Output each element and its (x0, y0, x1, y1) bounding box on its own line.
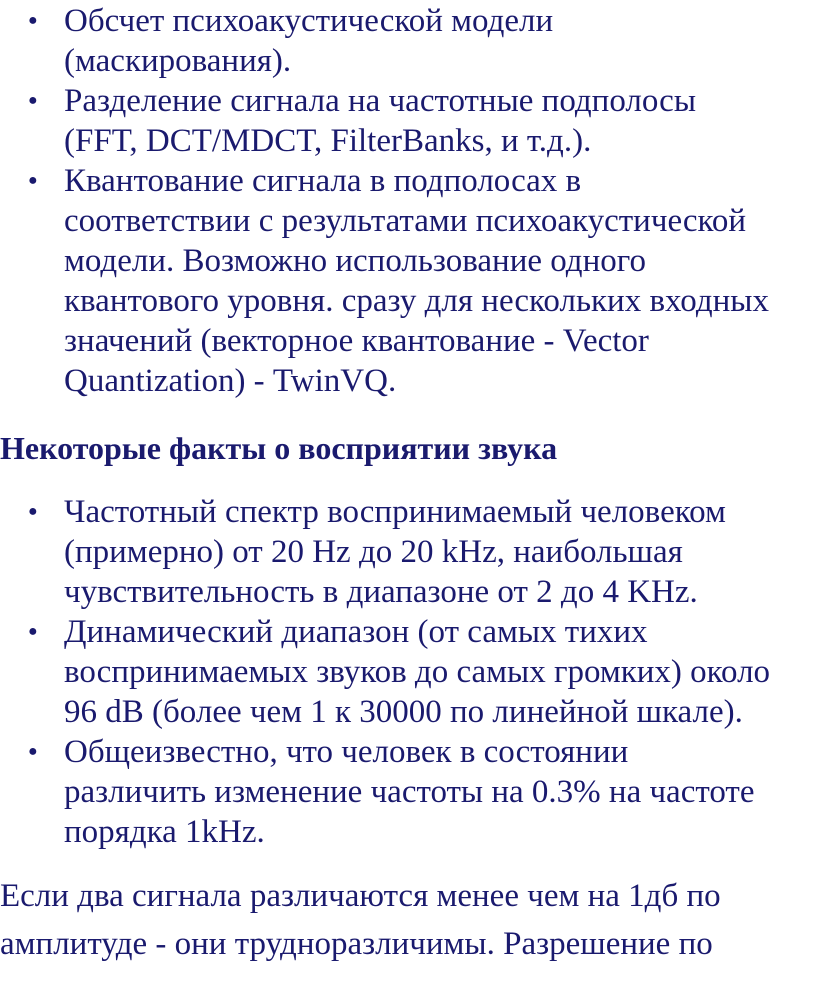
bullet-icon: ● (28, 743, 38, 760)
list-item-text: значений (векторное квантование - Vector (64, 323, 649, 359)
list-item-text: воспринимаемых звуков до самых громких) около (64, 654, 771, 690)
list-item (0, 1, 816, 81)
list-item-text: различить изменение частоты на 0.3% на частоте (64, 774, 755, 810)
list-item-text: порядка 1kHz. (64, 814, 265, 850)
paragraph-line: амплитуде - они трудноразличимы. Разрешение по (0, 926, 713, 962)
list-item (0, 161, 816, 401)
list-item (0, 612, 816, 732)
list-item-text: Разделение сигнала на частотные подполосы (64, 83, 696, 119)
list-item-text: чувствительность в диапазоне от 2 до 4 KHz. (64, 574, 698, 610)
list-item-text: Частотный спектр воспринимаемый человеком (64, 494, 726, 530)
list-item-text: (FFT, DCT/MDCT, FilterBanks, и т.д.). (64, 123, 592, 159)
body-paragraph (0, 872, 800, 968)
paragraph-line: Если два сигнала различаются менее чем на 1дб по (0, 878, 721, 914)
list-item-text: модели. Возможно использование одного (64, 243, 646, 279)
list-item (0, 81, 816, 161)
list-item-text: Обсчет психоакустической модели (64, 3, 554, 39)
feature-list (0, 1, 816, 401)
list-item-text: (примерно) от 20 Hz до 20 kHz, наибольшая (64, 534, 683, 570)
list-item (0, 492, 816, 612)
list-item-text: соответствии с результатами психоакустической (64, 203, 747, 239)
list-item-text: Quantization) - TwinVQ. (64, 363, 397, 399)
bullet-icon: ● (28, 172, 38, 189)
list-item-text: (маскирования). (64, 43, 292, 79)
bullet-icon: ● (28, 12, 38, 29)
section-heading: Некоторые факты о восприятии звука (0, 430, 558, 466)
list-item-text: Динамический диапазон (от самых тихих (64, 614, 648, 650)
list-item-text: квантового уровня. сразу для нескольких входных (64, 283, 769, 319)
bullet-icon: ● (28, 92, 38, 109)
facts-list (0, 492, 816, 852)
list-item-text: 96 dB (более чем 1 к 30000 по линейной шкале). (64, 694, 743, 730)
list-item (0, 732, 816, 852)
bullet-icon: ● (28, 623, 38, 640)
list-item-text: Квантование сигнала в подполосах в (64, 163, 582, 199)
bullet-icon: ● (28, 503, 38, 520)
list-item-text: Общеизвестно, что человек в состоянии (64, 734, 629, 770)
